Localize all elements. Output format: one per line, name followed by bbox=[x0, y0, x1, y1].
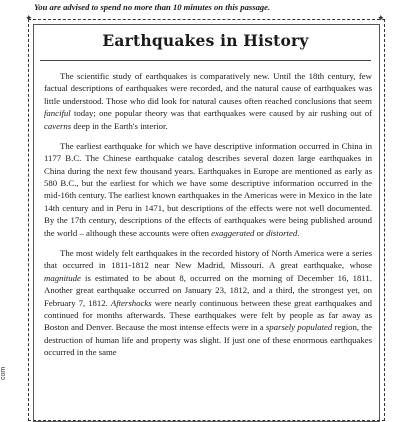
italic-term: caverns bbox=[44, 120, 72, 131]
italic-term: sparsely populated bbox=[265, 322, 333, 333]
italic-term: fanciful bbox=[44, 108, 71, 119]
passage-body bbox=[44, 70, 372, 366]
paragraph: The most widely felt earthquakes in the recorded history of North America were a series that occurred in 1811-1812 near New Madrid, Missouri. A great earthquake, whose magnitude is estimated to be about 8, occurred on the morning of December 16, 1811. Another great earthquake occurred on January 23, 1812, and a third, the strongest yet, on February 7, 1812. Aftershocks were nearly continuous between these great earthquakes and continued for months afterwards. These earthquakes were felt by people as far away as Boston and Denver. Because the most intense effects were in a sparsely populated region, the destruction of human life and property was slight. If just one of these enormous earthquakes occurred in the same bbox=[44, 247, 372, 358]
paragraph: The earliest earthquake for which we have descriptive information occurred in China in 1177 B.C. The Chinese earthquake catalog describes several dozen large earthquakes in China during the next few thousand years. Earthquakes in Europe are mentioned as early as 580 B.C., but the earliest for which we have some descriptive information occurred in the mid-16th century. The earliest known earthquakes in the Americas were in Mexico in the late 14th century and in Peru in 1471, but descriptions of the effects were not well documented. By the 17th century, descriptions of the effects of earthquakes were being published around the world – although these accounts were often exaggerated or distorted. bbox=[44, 140, 372, 238]
frame-corner-ornament-icon: ✦ bbox=[377, 14, 385, 24]
passage-title: Earthquakes in History bbox=[102, 31, 309, 50]
frame-corner-ornament-icon: ✦ bbox=[25, 14, 33, 24]
italic-term: distorted bbox=[266, 227, 298, 238]
italic-term: magnitude bbox=[44, 272, 81, 283]
side-url-fragment: com bbox=[0, 366, 7, 380]
title-divider bbox=[40, 60, 371, 61]
paragraph: The scientific study of earthquakes is comparatively new. Until the 18th century, few factual descriptions of earthquakes were recorded, and the natural cause of earthquakes was little understood. Those who did look for natural causes often reached conclusions that seem fanciful today; one popular theory was that earthquakes were caused by air rushing out of caverns deep in the Earth's interior. bbox=[44, 71, 372, 131]
passage-instruction: You are advised to spend no more than 10 minutes on this passage. bbox=[34, 2, 271, 12]
italic-term: Aftershocks bbox=[110, 297, 152, 308]
italic-term: exaggerated bbox=[211, 227, 255, 238]
